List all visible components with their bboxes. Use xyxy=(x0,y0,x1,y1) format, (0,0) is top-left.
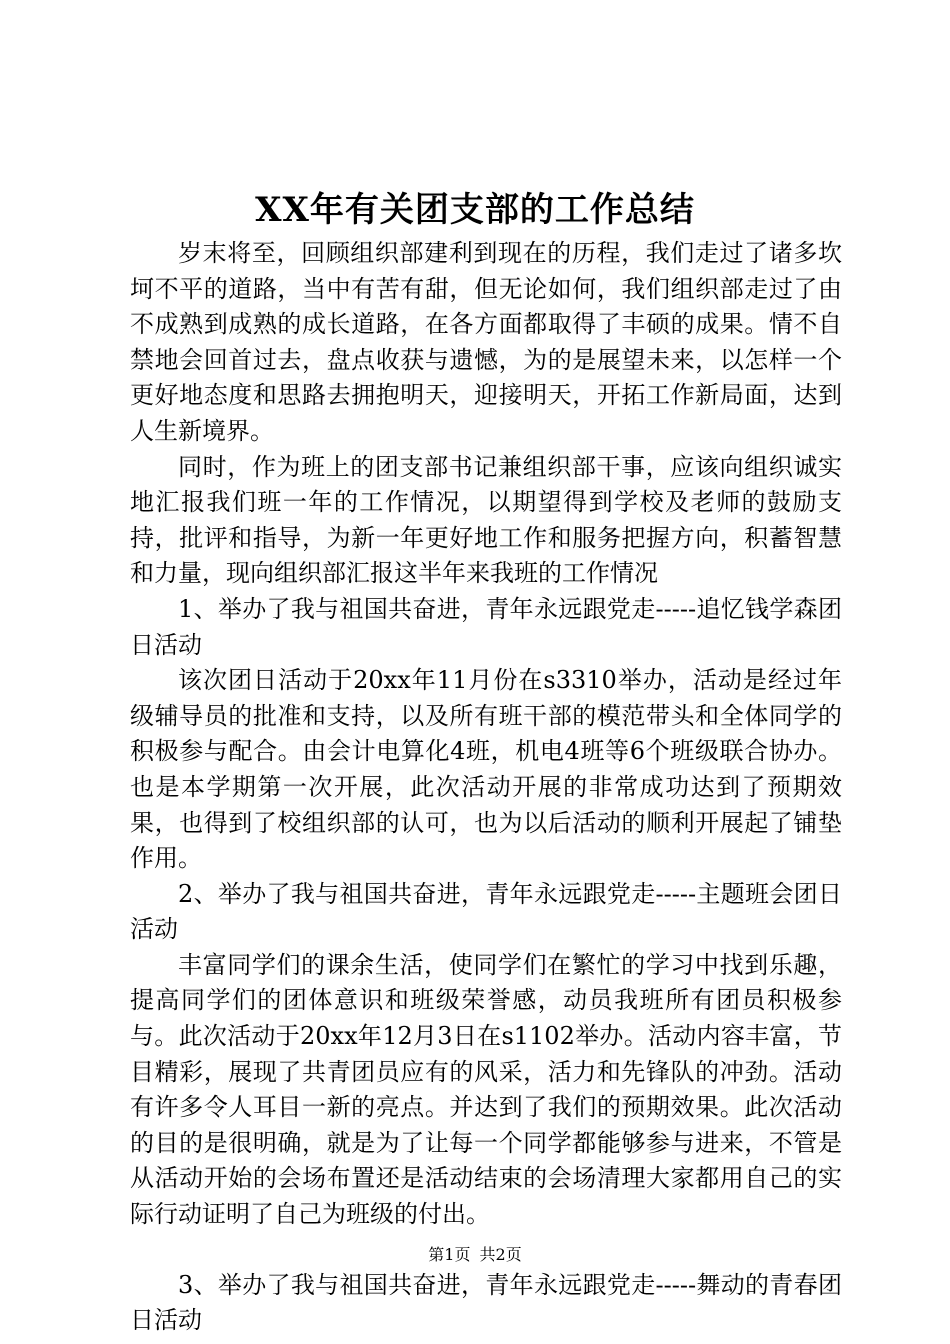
section-heading-3: 3、举办了我与祖国共奋进，青年永远跟党走-----舞动的青春团日活动 xyxy=(130,1270,842,1335)
document-title: XX年有关团支部的工作总结 xyxy=(255,190,695,230)
page-total: 共2页 xyxy=(479,1245,522,1264)
section-heading-1: 1、举办了我与祖国共奋进，青年永远跟党走-----追忆钱学森团日活动 xyxy=(130,594,842,659)
section-heading-2: 2、举办了我与祖国共奋进，青年永远跟党走-----主题班会团日活动 xyxy=(130,879,842,944)
document-body xyxy=(130,236,842,1339)
page-footer xyxy=(0,1244,950,1266)
page-number: 第1页 xyxy=(428,1245,471,1264)
paragraph-intro: 岁末将至，回顾组织部建利到现在的历程，我们走过了诸多坎坷不平的道路，当中有苦有甜，但无论如何，我们组织部走过了由不成熟到成熟的成长道路，在各方面都取得了丰硕的成果。情不自禁地会回首过去，盘点收获与遗憾，为的是展望未来，以怎样一个更好地态度和思路去拥抱明天，迎接明天，开拓工作新局面，达到人生新境界。 xyxy=(130,239,842,445)
paragraph-activity-2: 丰富同学们的课余生活，使同学们在繁忙的学习中找到乐趣，提高同学们的团体意识和班级荣誉感，动员我班所有团员积极参与。此次活动于20xx年12月3日在s1102举办。活动内容丰富，节目精彩，展现了共青团员应有的风采，活力和先锋队的冲劲。活动有许多令人耳目一新的亮点。并达到了我们的预期效果。此次活动的目的是很明确，就是为了让每一个同学都能够参与进来，不管是从活动开始的会场布置还是活动结束的会场清理大家都用自己的实际行动证明了自己为班级的付出。 xyxy=(130,950,842,1229)
paragraph-report-purpose: 同时，作为班上的团支部书记兼组织部干事，应该向组织诚实地汇报我们班一年的工作情况，以期望得到学校及老师的鼓励支持，批评和指导，为新一年更好地工作和服务把握方向，积蓄智慧和力量，现向组织部汇报这半年来我班的工作情况 xyxy=(130,452,842,588)
paragraph-activity-1: 该次团日活动于20xx年11月份在s3310举办，活动是经过年级辅导员的批准和支持，以及所有班干部的模范带头和全体同学的积极参与配合。由会计电算化4班，机电4班等6个班级联合协办。也是本学期第一次开展，此次活动开展的非常成功达到了预期效果，也得到了校组织部的认可，也为以后活动的顺利开展起了铺垫作用。 xyxy=(130,666,842,873)
